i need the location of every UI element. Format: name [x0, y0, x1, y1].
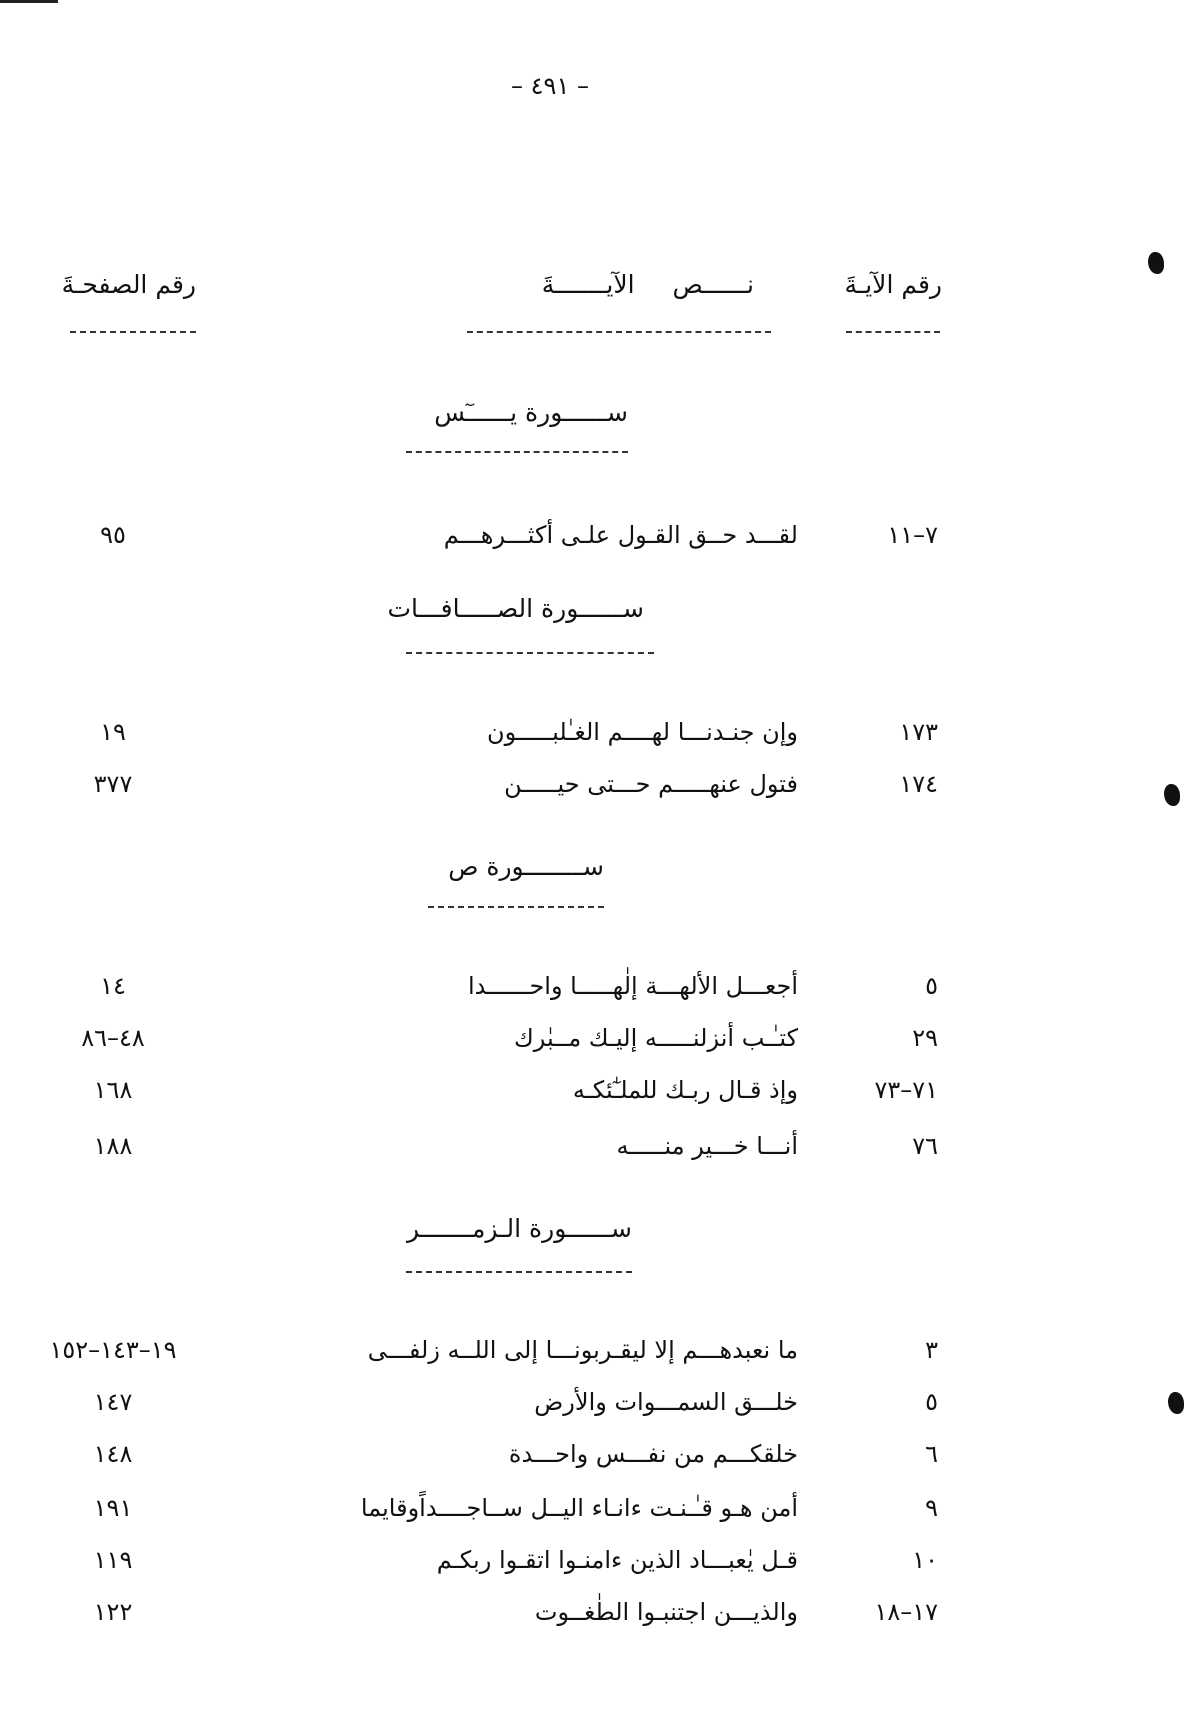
- page-reference: ١٩: [100, 718, 126, 746]
- table-row: [0, 1126, 1184, 1166]
- page-reference: ٩٥: [100, 521, 126, 549]
- table-row: [0, 1330, 1184, 1370]
- verse-text: أمن هـو قـٰـنـت ءانـاء اليــل ســاجــــداًوقايما: [360, 1494, 798, 1522]
- header-verse-number: رقم الآيـةَ: [844, 270, 942, 299]
- verse-text: خلقكـــم من نفـــس واحـــدة: [508, 1440, 798, 1468]
- verse-number: ٩: [925, 1494, 938, 1522]
- scan-smudge: [1164, 784, 1180, 806]
- verse-text: أنـــا خـــير منـــــه: [616, 1132, 798, 1160]
- verse-text: لقـــد حــق القـول علـى أكثـــرهـــم: [443, 521, 798, 549]
- table-row: [0, 1592, 1184, 1632]
- verse-text: قـل يٰعبـــاد الذين ءامنـوا اتقـوا ربكـم: [436, 1546, 798, 1574]
- table-row: [0, 712, 1184, 752]
- verse-text: والذيـــن اجتنبـوا الطٰغــوت: [534, 1598, 798, 1626]
- table-row: [0, 1018, 1184, 1058]
- table-row: [0, 1488, 1184, 1528]
- verse-number: ١٧–١٨: [874, 1598, 938, 1626]
- page-reference: ١٤٨: [93, 1440, 133, 1468]
- header-page-number: رقم الصفحـةَ: [61, 270, 196, 299]
- verse-number: ٧–١١: [887, 521, 938, 549]
- verse-text: خلـــق السمـــوات والأرض: [534, 1388, 798, 1416]
- verse-number: ٣: [925, 1336, 938, 1364]
- page-reference: ١٦٨: [93, 1076, 133, 1104]
- table-row: [0, 1070, 1184, 1110]
- verse-number: ١٧٣: [899, 718, 938, 746]
- verse-number: ٧٦: [912, 1132, 938, 1160]
- page-reference: ٤٨–٨٦: [81, 1024, 145, 1052]
- verse-text: أجعـــل الألهـــة إلٰهـــــا واحــــــدا: [468, 972, 798, 1000]
- verse-number: ٥: [925, 972, 938, 1000]
- scan-smudge: [1148, 252, 1164, 274]
- surah-title: ســــــورة الصـــــافـــات: [387, 594, 644, 623]
- page-reference: ١١٩: [93, 1546, 133, 1574]
- page-reference: ١٤٧: [93, 1388, 133, 1416]
- verse-text: كتـٰـب أنزلنـــــه إليـك مــبٰرك: [513, 1024, 798, 1052]
- table-row: [0, 966, 1184, 1006]
- verse-number: ٥: [925, 1388, 938, 1416]
- header-underline-verse-text: [467, 331, 771, 333]
- verse-number: ٦: [925, 1440, 938, 1468]
- table-row: [0, 1434, 1184, 1474]
- header-underline-page-number: [70, 331, 196, 333]
- verse-number: ١٧٤: [899, 770, 938, 798]
- page-reference: ٣٧٧: [93, 770, 133, 798]
- verse-text: وإن جنـدنـــا لهــــم الغـٰلبـــــون: [487, 718, 798, 746]
- table-row: [0, 1540, 1184, 1580]
- table-row: [0, 1382, 1184, 1422]
- surah-title: ســــــورة يــــــٓس: [434, 398, 628, 427]
- table-row: [0, 515, 1184, 555]
- page-reference: ١٤: [100, 972, 126, 1000]
- surah-title-underline: [428, 906, 604, 908]
- verse-number: ٧١–٧٣: [874, 1076, 938, 1104]
- page-reference: ١٩–١٤٣–١٥٢: [49, 1336, 177, 1364]
- scan-smudge: [1168, 1392, 1184, 1414]
- page-reference: ١٨٨: [93, 1132, 133, 1160]
- page-number: – ٤٩١ –: [511, 72, 589, 100]
- verse-number: ٢٩: [912, 1024, 938, 1052]
- surah-title-underline: [406, 1271, 632, 1273]
- verse-text: ما نعبدهـــم إلا ليقـربونـــا إلى اللــه زلفـــى: [367, 1336, 798, 1364]
- page-reference: ١٢٢: [93, 1598, 133, 1626]
- verse-text: فتول عنهـــــم حـــتى حيـــــن: [504, 770, 798, 798]
- scan-edge-mark: [0, 0, 58, 3]
- page-reference: ١٩١: [93, 1494, 133, 1522]
- surah-title-underline: [406, 451, 628, 453]
- surah-title: ســــــورة الـزمـــــــر: [406, 1214, 632, 1243]
- header-underline-verse-number: [846, 331, 940, 333]
- surah-title: ســــــــورة ص: [448, 852, 604, 881]
- verse-text: وإذ قـال ربـك للملـٰٓئكـه: [572, 1076, 798, 1104]
- table-row: [0, 764, 1184, 804]
- verse-number: ١٠: [912, 1546, 938, 1574]
- header-verse-text: نــــــص الآيـــــــةَ: [541, 270, 754, 299]
- surah-title-underline: [406, 652, 654, 654]
